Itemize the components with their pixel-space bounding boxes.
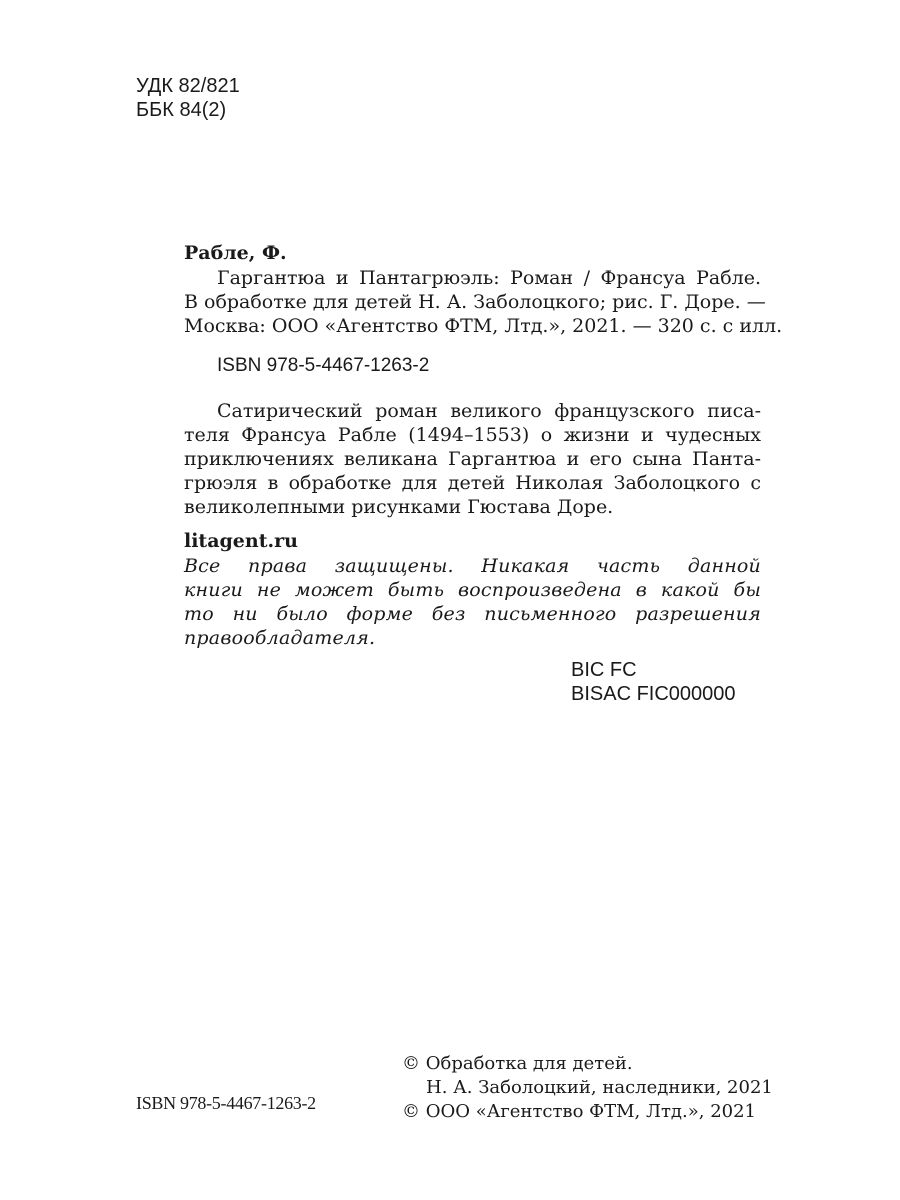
copyright-line: © Обработка для детей. <box>402 1053 633 1074</box>
annotation-line: теля Франсуа Рабле (1494–1553) о жизни и чудесных <box>184 424 761 446</box>
copyright-line: Н. А. Заболоцкий, наследники, 2021 <box>426 1077 773 1098</box>
rights-line: то ни было форме без письменного разрешения <box>184 603 761 625</box>
author-heading: Рабле, Ф. <box>184 242 287 264</box>
description-line: Гаргантюа и Пантагрюэль: Роман / Франсуа Рабле. <box>217 267 761 289</box>
rights-line: Все права защищены. Никакая часть данной <box>184 555 761 577</box>
rights-line: правообладателя. <box>184 627 376 649</box>
copyright-block <box>402 1052 773 1124</box>
site-link: litagent.ru <box>184 530 298 552</box>
copyright-line: © ООО «Агентство ФТМ, Лтд.», 2021 <box>402 1101 756 1122</box>
bbk-code: ББК 84(2) <box>136 99 227 121</box>
annotation-line: грюэля в обработке для детей Николая Заболоцкого с <box>184 472 761 494</box>
annotation <box>184 399 761 519</box>
bibliographic-description <box>184 266 783 338</box>
description-line: В обработке для детей Н. А. Заболоцкого; рис. Г. Доре. — <box>184 291 766 313</box>
rights-line: книги не может быть воспроизведена в какой бы <box>184 579 761 601</box>
rights-notice <box>184 554 761 650</box>
annotation-line: приключениях великана Гаргантюа и его сына Панта- <box>184 448 761 470</box>
footer-isbn: ISBN 978-5-4467-1263-2 <box>136 1093 316 1113</box>
udk-code: УДК 82/821 <box>136 75 240 97</box>
bisac-code: BISAC FIC000000 <box>571 683 736 705</box>
annotation-line: великолепными рисунками Гюстава Доре. <box>184 496 614 518</box>
isbn: ISBN 978-5-4467-1263-2 <box>217 355 430 376</box>
description-line: Москва: ООО «Агентство ФТМ, Лтд.», 2021. — 320 с. с илл. <box>184 315 783 337</box>
bic-code: BIC FC <box>571 659 637 681</box>
annotation-line: Сатирический роман великого французского писа- <box>217 400 761 422</box>
